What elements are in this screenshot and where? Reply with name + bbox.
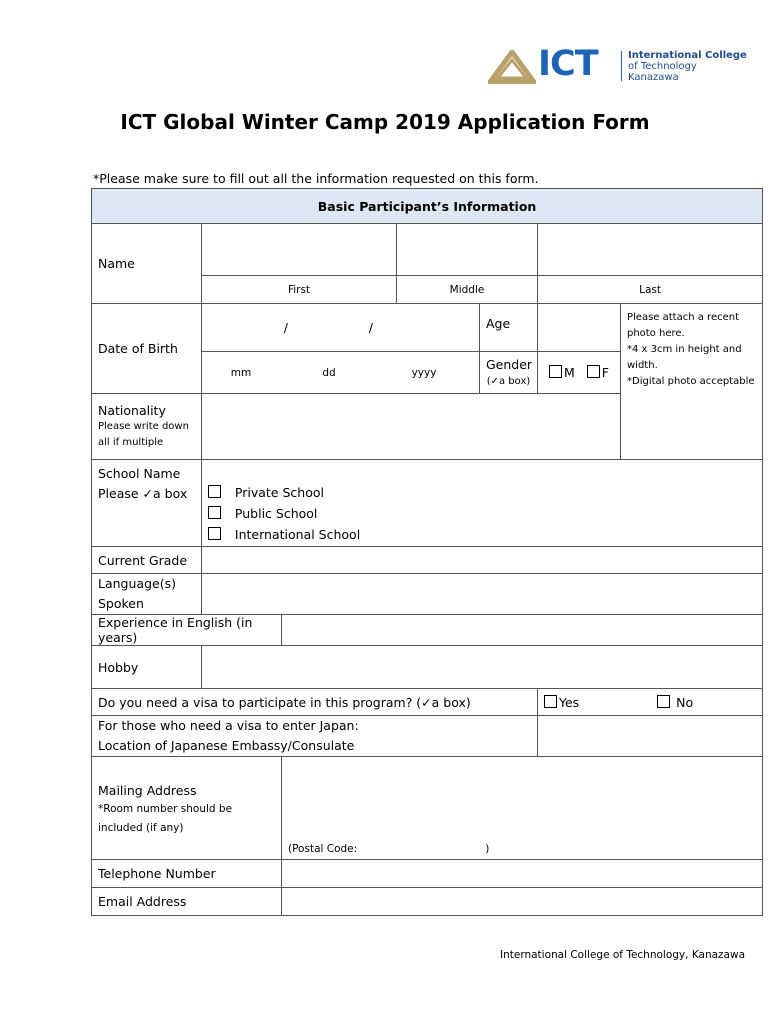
section-header: Basic Participant’s Information xyxy=(92,189,763,224)
grade-label: Current Grade xyxy=(92,547,202,574)
school-options xyxy=(202,460,763,547)
languages-label: Language(s) Spoken xyxy=(92,574,202,615)
dob-label: Date of Birth xyxy=(92,304,202,394)
visa-question: Do you need a visa to participate in this program? (✓a box) xyxy=(92,689,538,716)
dob-slash-1: / xyxy=(283,320,288,335)
first-name-caption: First xyxy=(202,276,397,304)
hobby-label: Hobby xyxy=(92,646,202,689)
dob-format-caption xyxy=(202,352,480,394)
school-option-public[interactable] xyxy=(208,503,756,524)
visa-yes-checkbox[interactable] xyxy=(544,695,557,708)
visa-options xyxy=(538,689,763,716)
embassy-line-2: Location of Japanese Embassy/Consulate xyxy=(98,738,355,753)
email-label: Email Address xyxy=(92,888,282,916)
gender-options xyxy=(538,352,621,394)
gender-male-label: M xyxy=(564,365,575,380)
logo-line-3: Kanazawa xyxy=(628,72,679,83)
postal-code-close: ) xyxy=(485,843,490,855)
logo-line-1: International College xyxy=(628,50,747,61)
visa-no-label: No xyxy=(676,694,694,710)
email-input[interactable] xyxy=(282,888,763,916)
school-option-international[interactable] xyxy=(208,524,756,545)
school-label: School Name xyxy=(98,466,181,481)
photo-instruction-3: *Digital photo acceptable xyxy=(627,376,755,387)
gender-male-checkbox[interactable] xyxy=(549,365,562,378)
last-name-caption: Last xyxy=(538,276,763,304)
mailing-hint: *Room number should be included (if any) xyxy=(98,803,233,834)
school-hint: Please ✓a box xyxy=(98,486,188,501)
grade-input[interactable] xyxy=(202,547,763,574)
school-option-private[interactable] xyxy=(208,482,756,503)
dob-slash-2: / xyxy=(368,320,373,335)
footer-text: International College of Technology, Kanazawa xyxy=(500,949,746,961)
private-school-checkbox[interactable] xyxy=(208,485,221,498)
telephone-input[interactable] xyxy=(282,860,763,888)
college-logo xyxy=(488,44,748,86)
dob-mm-caption: mm xyxy=(230,366,252,379)
name-label: Name xyxy=(92,224,202,304)
photo-instruction-1: Please attach a recent photo here. xyxy=(627,312,740,339)
logo-text xyxy=(628,50,747,83)
gender-female-checkbox[interactable] xyxy=(587,365,600,378)
form-note: *Please make sure to fill out all the information requested on this form. xyxy=(93,171,539,186)
dob-yyyy-caption: yyyy xyxy=(411,366,437,379)
mailing-label: Mailing Address xyxy=(98,783,197,798)
photo-instruction-2: *4 x 3cm in height and width. xyxy=(627,344,742,371)
gender-female-label: F xyxy=(601,365,609,380)
logo-line-2: of Technology xyxy=(628,61,697,72)
application-form-table xyxy=(91,188,763,916)
form-title: ICT Global Winter Camp 2019 Application Form xyxy=(120,110,650,134)
logo-mark: ICT xyxy=(538,44,598,84)
age-input[interactable] xyxy=(538,304,621,352)
mailing-address-input[interactable] xyxy=(282,757,763,860)
gender-label: Gender xyxy=(486,356,533,372)
dob-dd-caption: dd xyxy=(322,366,336,379)
embassy-line-1: For those who need a visa to enter Japan: xyxy=(98,718,359,733)
gender-hint: (✓a box) xyxy=(486,375,531,387)
nationality-label-cell xyxy=(92,394,202,460)
international-school-checkbox[interactable] xyxy=(208,527,221,540)
dob-input[interactable] xyxy=(202,304,480,352)
visa-no-checkbox[interactable] xyxy=(657,695,670,708)
experience-label: Experience in English (in years) xyxy=(92,615,282,646)
photo-area[interactable] xyxy=(621,304,763,460)
visa-yes-label: Yes xyxy=(559,694,580,710)
first-name-input[interactable] xyxy=(202,224,397,276)
nationality-input[interactable] xyxy=(202,394,621,460)
postal-code-open: (Postal Code: xyxy=(288,843,358,855)
experience-input[interactable] xyxy=(282,615,763,646)
logo-emblem-icon xyxy=(488,50,536,84)
languages-input[interactable] xyxy=(202,574,763,615)
telephone-label: Telephone Number xyxy=(92,860,282,888)
public-school-label: Public School xyxy=(234,505,318,521)
mailing-label-cell xyxy=(92,757,282,860)
private-school-label: Private School xyxy=(234,484,324,500)
gender-label-cell xyxy=(480,352,538,394)
hobby-input[interactable] xyxy=(202,646,763,689)
public-school-checkbox[interactable] xyxy=(208,506,221,519)
middle-name-caption: Middle xyxy=(397,276,538,304)
middle-name-input[interactable] xyxy=(397,224,538,276)
nationality-label: Nationality xyxy=(98,402,166,418)
embassy-label-cell xyxy=(92,716,538,757)
age-label: Age xyxy=(480,304,538,352)
nationality-hint: Please write down all if multiple xyxy=(98,420,189,448)
embassy-input[interactable] xyxy=(538,716,763,757)
school-label-cell xyxy=(92,460,202,547)
logo-divider xyxy=(621,51,622,81)
international-school-label: International School xyxy=(234,526,361,542)
last-name-input[interactable] xyxy=(538,224,763,276)
